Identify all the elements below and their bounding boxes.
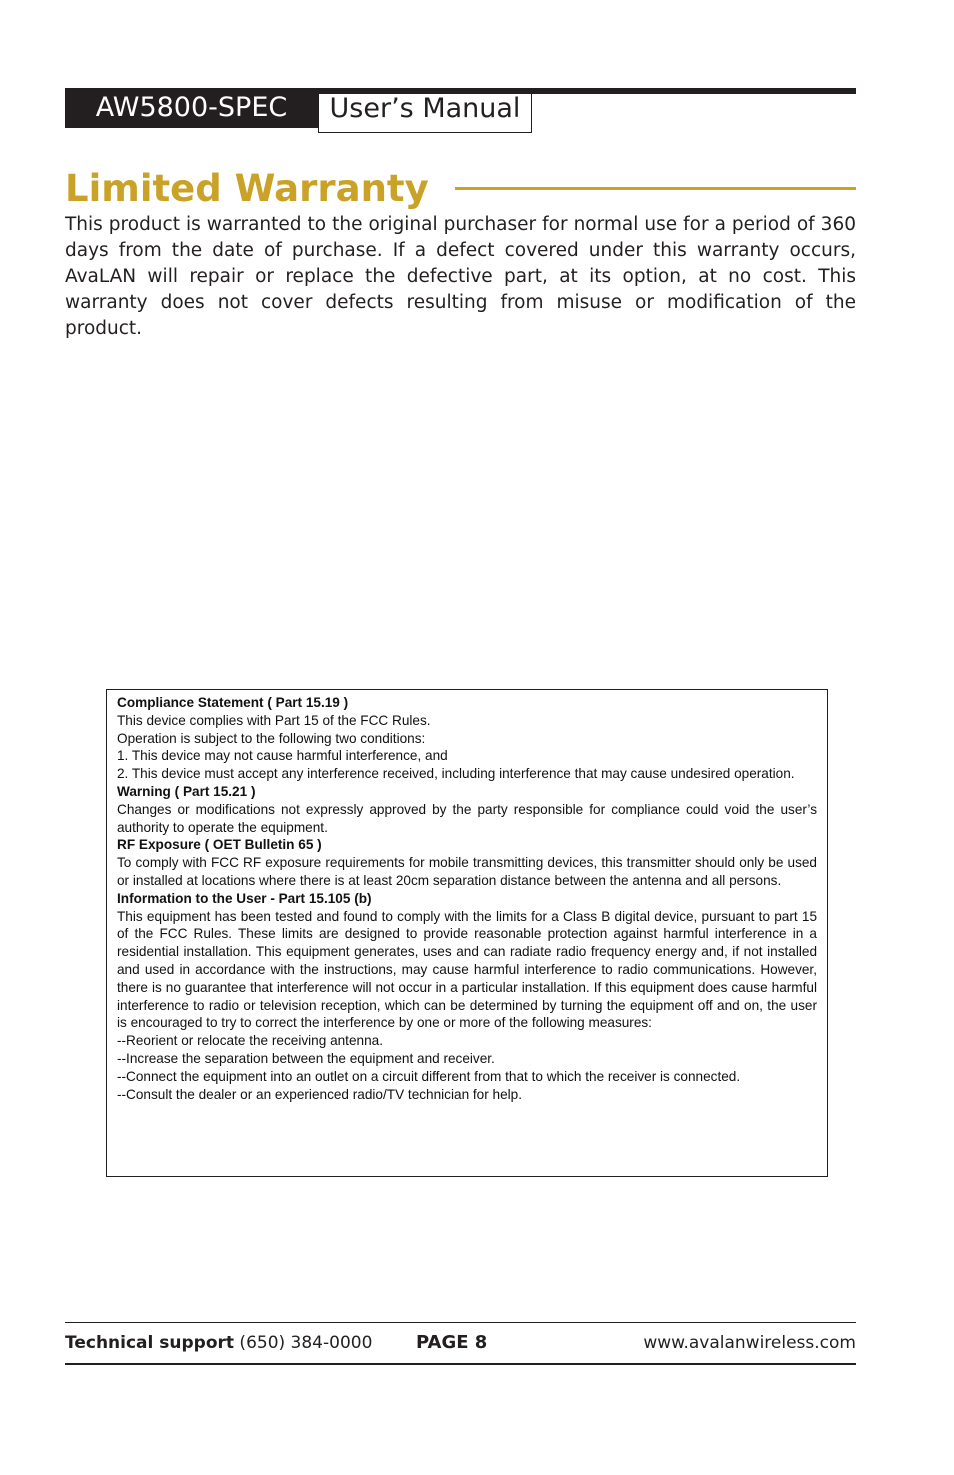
header-manual-label: User’s Manual [329,93,521,124]
fcc-paragraph: This device complies with Part 15 of the FCC Rules. [117,712,431,728]
fcc-heading-warning: Warning ( Part 15.21 ) [117,783,256,799]
footer-url: www.avalanwireless.com [643,1333,856,1353]
footer-page-number: PAGE 8 [416,1332,488,1353]
fcc-paragraph: 1. This device may not cause harmful interference, and [117,748,448,764]
fcc-paragraph: Operation is subject to the following two conditions: [117,730,426,746]
header-model: AW5800-SPEC [95,92,288,123]
footer-support-phone: (650) 384-0000 [234,1333,373,1353]
footer-support-label: Technical support [65,1333,235,1353]
page-title: Limited Warranty [65,167,429,210]
fcc-measure: --Increase the separation between the equipment and receiver. [117,1050,495,1066]
title-rule [455,187,856,190]
fcc-measure: --Connect the equipment into an outlet on a circuit different from that to which the receiver is connected. [117,1068,741,1084]
fcc-heading-rf-exposure: RF Exposure ( OET Bulletin 65 ) [117,837,322,853]
fcc-measure: --Reorient or relocate the receiving antenna. [117,1033,383,1049]
fcc-compliance-box [106,689,828,1177]
fcc-paragraph: 2. This device must accept any interference received, including interference that may cause undesired operation. [117,766,795,782]
footer-support [65,1331,372,1355]
footer-rule-top [65,1322,856,1323]
fcc-heading-compliance: Compliance Statement ( Part 15.19 ) [117,695,349,710]
fcc-measure: --Consult the dealer or an experienced radio/TV technician for help. [117,1086,523,1102]
fcc-paragraph: Changes or modifications not expressly approved by the party responsible for compliance could void the user’s authority to operate the equipment. [117,801,817,835]
fcc-paragraph: To comply with FCC RF exposure requirements for mobile transmitting devices, this transmitter should only be used or installed at locations where there is at least 20cm separation distance between the antenna and all persons. [117,855,817,888]
footer-rule-bottom [65,1363,856,1365]
fcc-heading-user-info: Information to the User - Part 15.105 (b) [117,890,372,906]
warranty-text: This product is warranted to the original purchaser for normal use for a period of 360 days from the date of purchase. If a defect covered under this warranty occurs, AvaLAN will repair or replace the defective part, at its option, at no cost. This warranty does not cover defects resulting from misuse or modification of the product. [65,214,856,339]
fcc-paragraph: This equipment has been tested and found to comply with the limits for a Class B digital device, pursuant to part 15 of the FCC Rules. These limits are designed to provide reasonable protection against harmful interference in a residential installation. This equipment generates, uses and can radiate radio frequency energy and, if not installed and used in accordance with the instructions, may cause harmful interference to radio communications. However, there is no guarantee that interference will not occur in a particular installation. If this equipment does cause harmful interference to radio or television reception, which can be determined by turning the equipment off and on, the user is encouraged to try to correct the interference by one or more of the following measures: [117,908,817,1031]
